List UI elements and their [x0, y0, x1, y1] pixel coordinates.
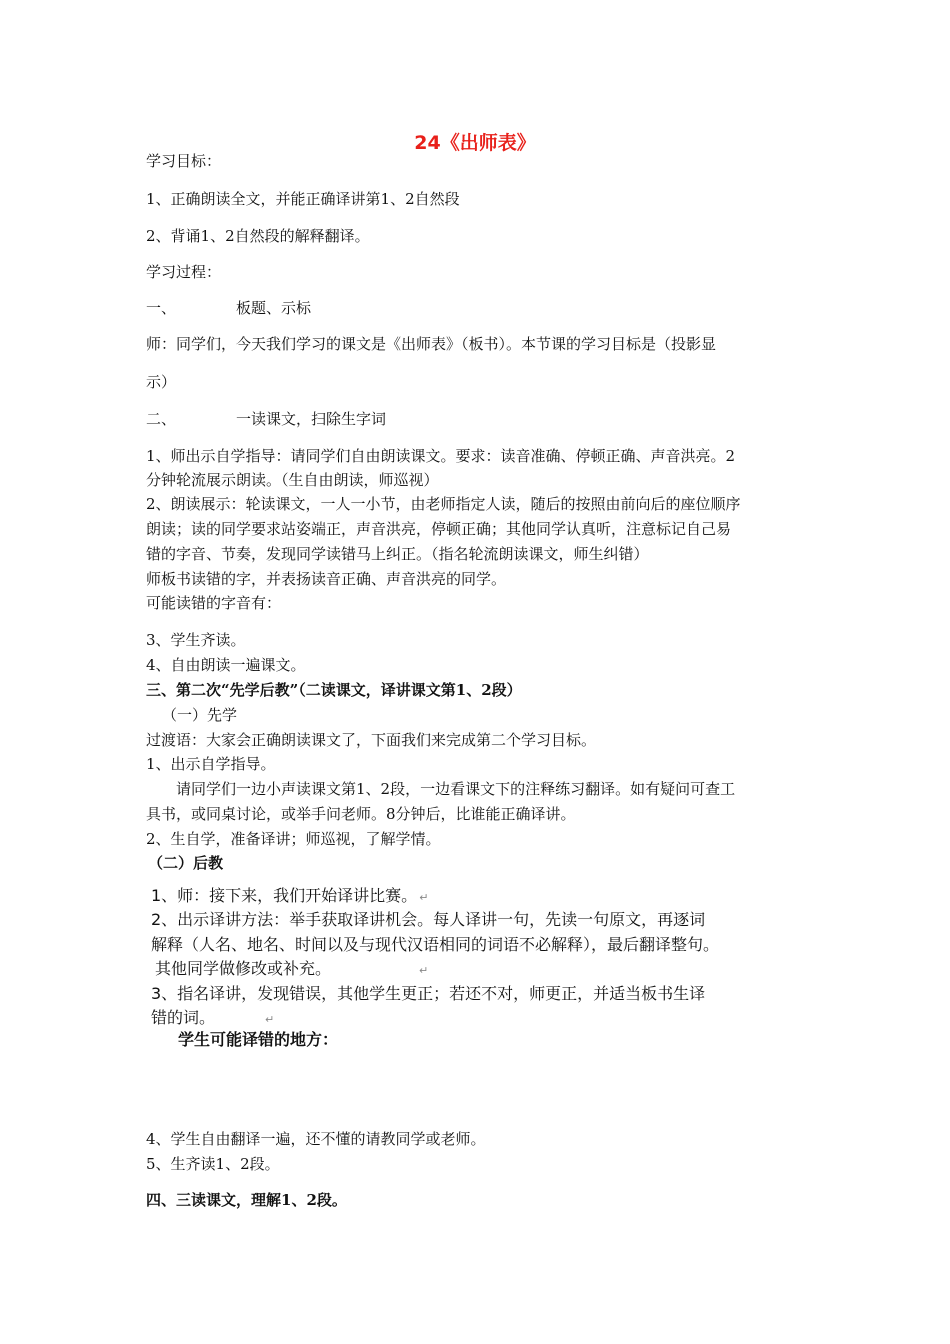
section-2-text: 一读课文，扫除生字词 — [236, 410, 387, 428]
goal-2: 2、背诵1、2自然段的解释翻译。 — [146, 227, 370, 245]
sec3-transition: 过渡语：大家会正确朗读课文了，下面我们来完成第二个学习目标。 — [146, 731, 597, 749]
s2-item1-line1: 1、师出示自学指导：请同学们自由朗读课文。要求：读音准确、停顿正确、声音洪亮。2 — [146, 447, 736, 465]
s2-item1-line2: 分钟轮流展示朗读。（生自由朗读，师巡视） — [146, 471, 439, 489]
scan-line-1 — [151, 886, 428, 908]
after-item5: 5、生齐读1、2段。 — [146, 1155, 280, 1173]
section-4-heading: 四、三读课文，理解1、2段。 — [146, 1191, 347, 1209]
scan-line-6 — [151, 1008, 274, 1030]
section-1-text: 板题、示标 — [236, 299, 312, 317]
s2-item2-line2: 朗读；读的同学要求站姿端正，声音洪亮，停顿正确；其他同学认真听，注意标记自己易 — [146, 520, 732, 538]
sec3-item2: 2、生自学，准备译讲；师巡视，了解学情。 — [146, 830, 441, 848]
sec3-sub1: （一）先学 — [162, 706, 238, 724]
scan-bold-line: 学生可能译错的地方： — [178, 1030, 339, 1049]
sec3-item1-line1: 请同学们一边小声读课文第1、2段，一边看课文下的注释练习翻译。如有疑问可查工 — [176, 780, 736, 798]
return-mark: ↵ — [419, 964, 429, 977]
scan-line-6-text: 错的词。 — [151, 1008, 216, 1027]
teacher-line-1: 师：同学们，今天我们学习的课文是《出师表》（板书）。本节课的学习目标是（投影显 — [146, 335, 717, 353]
s2-item2-line5: 可能读错的字音有： — [146, 594, 282, 612]
section-1-number: 一、 — [146, 299, 177, 317]
return-mark: ↵ — [265, 1013, 275, 1026]
scan-line-4-text: 其他同学做修改或补充。 — [155, 959, 332, 978]
s2-item2-line4: 师板书读错的字，并表扬读音正确、声音洪亮的同学。 — [146, 570, 507, 588]
return-mark: ↵ — [419, 891, 429, 904]
scan-line-4 — [155, 959, 428, 981]
s2-item2-line1: 2、朗读展示：轮读课文，一人一小节，由老师指定人读，随后的按照由前向后的座位顺序 — [146, 495, 741, 513]
section-3-heading: 三、第二次“先学后教”（二读课文，译讲课文第1、2段） — [146, 681, 522, 699]
sec3-item1-line2: 具书，或同桌讨论，或举手问老师。8分钟后，比谁能正确译讲。 — [146, 805, 576, 823]
scan-line-5: 3、指名译讲，发现错误，其他学生更正；若还不对，师更正，并适当板书生译 — [151, 984, 706, 1003]
section-2-heading — [146, 409, 386, 429]
sec3-sub2: （二）后教 — [148, 854, 224, 872]
scan-line-2: 2、出示译讲方法：举手获取译讲机会。每人译讲一句，先读一句原文，再逐词 — [151, 910, 706, 929]
section-2-number: 二、 — [146, 410, 177, 428]
page-title: 24《出师表》 — [414, 132, 536, 154]
s2-item2-line3: 错的字音、节奏，发现同学读错马上纠正。（指名轮流朗读课文，师生纠错） — [146, 545, 649, 563]
sec3-item1: 1、出示自学指导。 — [146, 755, 276, 773]
goal-1: 1、正确朗读全文，并能正确译讲第1、2自然段 — [146, 190, 460, 208]
goals-heading: 学习目标： — [146, 152, 222, 170]
after-item4: 4、学生自由翻译一遍，还不懂的请教同学或老师。 — [146, 1130, 486, 1148]
scan-line-1-text: 1、师：接下来，我们开始译讲比赛。 — [151, 886, 418, 905]
s2-item4: 4、自由朗读一遍课文。 — [146, 656, 306, 674]
s2-item3: 3、学生齐读。 — [146, 631, 246, 649]
scan-line-3: 解释（人名、地名、时间以及与现代汉语相同的词语不必解释），最后翻译整句。 — [151, 935, 720, 954]
section-1-heading — [146, 298, 311, 318]
process-heading: 学习过程： — [146, 263, 222, 281]
teacher-line-2: 示） — [146, 373, 177, 391]
